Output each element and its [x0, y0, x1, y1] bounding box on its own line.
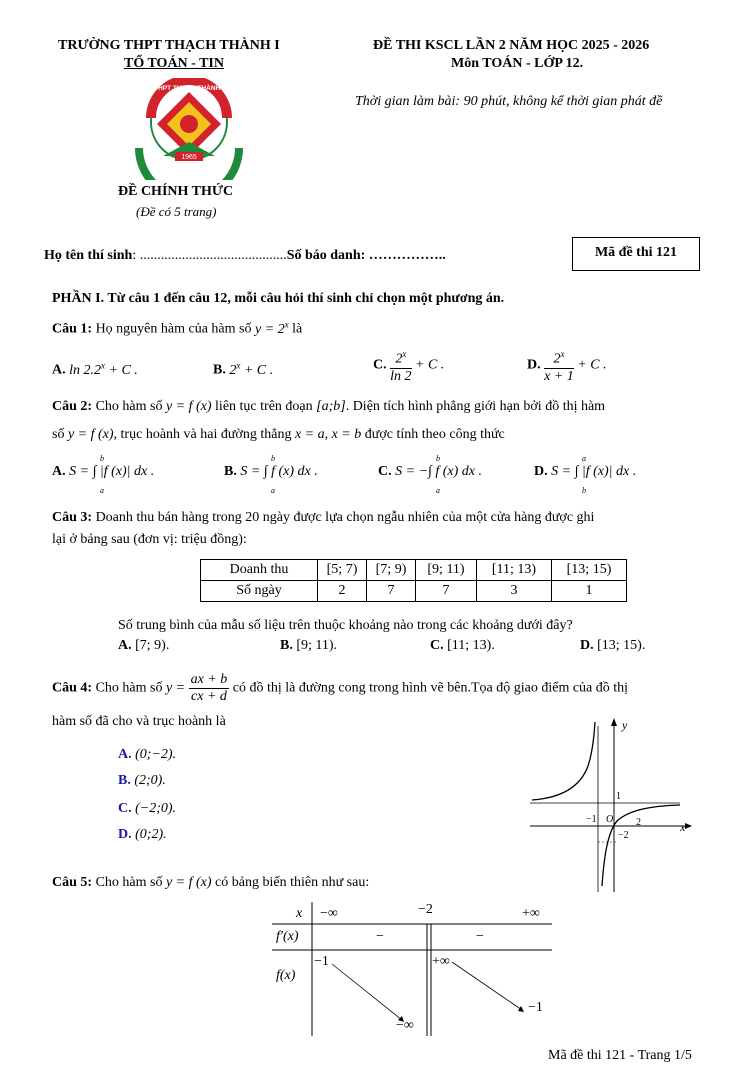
page-footer: Mã đề thi 121 - Trang 1/5 — [548, 1048, 692, 1063]
q2-d-lower: b — [582, 486, 586, 495]
q4-option-a[interactable]: A. (0;−2). — [118, 747, 177, 762]
exam-title: ĐỀ THI KSCL LẦN 2 NĂM HỌC 2025 - 2026 — [373, 38, 650, 53]
school-name: TRƯỜNG THPT THẠCH THÀNH I — [58, 38, 280, 53]
q1-option-a[interactable]: A. ln 2.2$^x$ + C . — [52, 360, 138, 378]
q3-frequency-table — [200, 559, 627, 602]
vt-fprime-sign-right: − — [476, 929, 484, 944]
q2-options — [52, 454, 732, 498]
graph-tick-neg1: −1 — [586, 814, 597, 825]
table-cell: 3 — [477, 581, 552, 602]
q1-option-d[interactable]: D. $\frac{2^x}{x + 1}$ + C . — [527, 346, 607, 385]
table-row — [201, 560, 627, 581]
q4-option-d[interactable]: D. (0;2). — [118, 827, 167, 842]
table-cell: 7 — [367, 581, 416, 602]
graph-tick-neg2: −2 — [618, 830, 629, 841]
question-5: Câu 5: Cho hàm số y = f (x) có bảng biến thiên như sau: — [52, 875, 370, 890]
table-cell: [9; 11) — [416, 560, 477, 581]
table-cell: 2 — [318, 581, 367, 602]
q2-a-upper: b — [100, 454, 104, 463]
vt-fprime-label: f′(x) — [276, 929, 299, 944]
q2-b-upper: b — [271, 454, 275, 463]
graph-tick-2: 2 — [636, 817, 641, 828]
table-cell: [5; 7) — [318, 560, 367, 581]
vt-x-neg-inf: −∞ — [320, 906, 338, 921]
graph-tick-1: 1 — [616, 791, 621, 802]
q2-option-c[interactable]: C. S = −∫ f (x) dx . — [378, 464, 482, 479]
q2-option-a[interactable]: A. S = ∫ |f (x)| dx . — [52, 464, 155, 479]
question-4-line1: Câu 4: Cho hàm số y = $\frac{ax + b}{cx + d}$ có đồ thị là đường cong trong hình vẽ bên.Tọa độ giao điểm của đồ thị — [52, 672, 629, 704]
name-dots: : .......................................... — [132, 248, 287, 263]
q1-tail: là — [292, 321, 303, 337]
graph-origin-label: O — [606, 814, 614, 825]
q1-expr: $y = 2^x$ — [254, 319, 289, 337]
q1-option-b[interactable]: B. 2$^x$ + C . — [213, 360, 274, 378]
q2-c-lower: a — [436, 486, 440, 495]
svg-text:THPT THẠCH THÀNH I: THPT THẠCH THÀNH I — [154, 85, 224, 92]
q2-option-b[interactable]: B. S = ∫ f (x) dx . — [224, 464, 318, 479]
question-2-line2: số y = f (x), trục hoành và hai đường thẳng x = a, x = b được tính theo công thức — [52, 427, 505, 442]
q2-c-upper: b — [436, 454, 440, 463]
vt-f-left-top: −1 — [314, 954, 329, 969]
q3-option-a[interactable]: A. [7; 9). — [118, 638, 170, 653]
question-3-line1: Câu 3: Doanh thu bán hàng trong 20 ngày được lựa chọn ngẫu nhiên của một cửa hàng được ghi — [52, 510, 595, 525]
table-cell: 1 — [552, 581, 627, 602]
svg-text:1965: 1965 — [181, 154, 197, 161]
question-4-line2: hàm số đã cho và trục hoành là — [52, 714, 226, 729]
q4-graph — [530, 716, 700, 892]
question-3-line2: lại ở bảng sau (đơn vị: triệu đồng): — [52, 532, 247, 547]
vt-f-label: f(x) — [276, 968, 296, 983]
q2-d-upper: a — [582, 454, 586, 463]
vt-f-right-bottom: −1 — [528, 1000, 543, 1015]
pages-note: (Đề có 5 trang) — [136, 204, 217, 219]
table-cell: Doanh thu — [201, 560, 318, 581]
q3-option-d[interactable]: D. [13; 15). — [580, 638, 646, 653]
question-2-line1: Câu 2: Cho hàm số y = f (x) liên tục trên đoạn [a;b]. Diện tích hình phẳng giới hạn bởi đồ thị hàm — [52, 399, 606, 414]
name-label: Họ tên thí sinh — [44, 248, 133, 263]
q1-text: Họ nguyên hàm của hàm số — [95, 321, 252, 337]
table-cell: [13; 15) — [552, 560, 627, 581]
table-cell: Số ngày — [201, 581, 318, 602]
q2-b-lower: a — [271, 486, 275, 495]
q2-option-d[interactable]: D. S = ∫ |f (x)| dx . — [534, 464, 637, 479]
part1-title: PHẦN I. Từ câu 1 đến câu 12, mỗi câu hỏi thí sinh chỉ chọn một phương án. — [52, 291, 505, 306]
graph-x-label: x — [680, 820, 686, 834]
id-label: Số báo danh: — [286, 248, 369, 263]
q3-option-b[interactable]: B. [9; 11). — [280, 638, 338, 653]
q3-question: Số trung bình của mẫu số liệu trên thuộc khoảng nào trong các khoảng dưới đây? — [118, 618, 573, 633]
vt-f-right-top: +∞ — [432, 954, 450, 969]
q4-option-b[interactable]: B. (2;0). — [118, 773, 166, 788]
student-info-line — [44, 248, 446, 264]
q3-option-c[interactable]: C. [11; 13). — [430, 638, 495, 653]
official-label: ĐỀ CHÍNH THỨC — [118, 184, 234, 199]
q5-variation-table — [272, 902, 552, 1036]
q1-label: Câu 1: — [52, 321, 93, 337]
q4-option-c[interactable]: C. (−2;0). — [118, 801, 177, 816]
table-cell: [7; 9) — [367, 560, 416, 581]
id-dots: …………….. — [368, 248, 446, 263]
q2-a-lower: a — [100, 486, 104, 495]
vt-x-neg2: −2 — [418, 902, 433, 917]
department-name: TỔ TOÁN - TIN — [124, 56, 224, 71]
table-row — [201, 581, 627, 602]
graph-y-label: y — [622, 718, 628, 732]
vt-x-pos-inf: +∞ — [522, 906, 540, 921]
table-cell: [11; 13) — [477, 560, 552, 581]
vt-f-left-bottom: −∞ — [396, 1018, 414, 1033]
time-note: Thời gian làm bài: 90 phút, không kể thời gian phát đề — [355, 94, 663, 109]
exam-code-box: Mã đề thi 121 — [572, 237, 700, 271]
school-logo — [133, 78, 245, 180]
q1-option-c[interactable]: C. $\frac{2^x}{\ln 2}$ + C . — [373, 346, 444, 385]
table-cell: 7 — [416, 581, 477, 602]
vt-x-label: x — [296, 906, 303, 921]
question-1 — [52, 319, 302, 338]
exam-subject: Môn TOÁN - LỚP 12. — [451, 56, 584, 71]
vt-fprime-sign-left: − — [376, 929, 384, 944]
